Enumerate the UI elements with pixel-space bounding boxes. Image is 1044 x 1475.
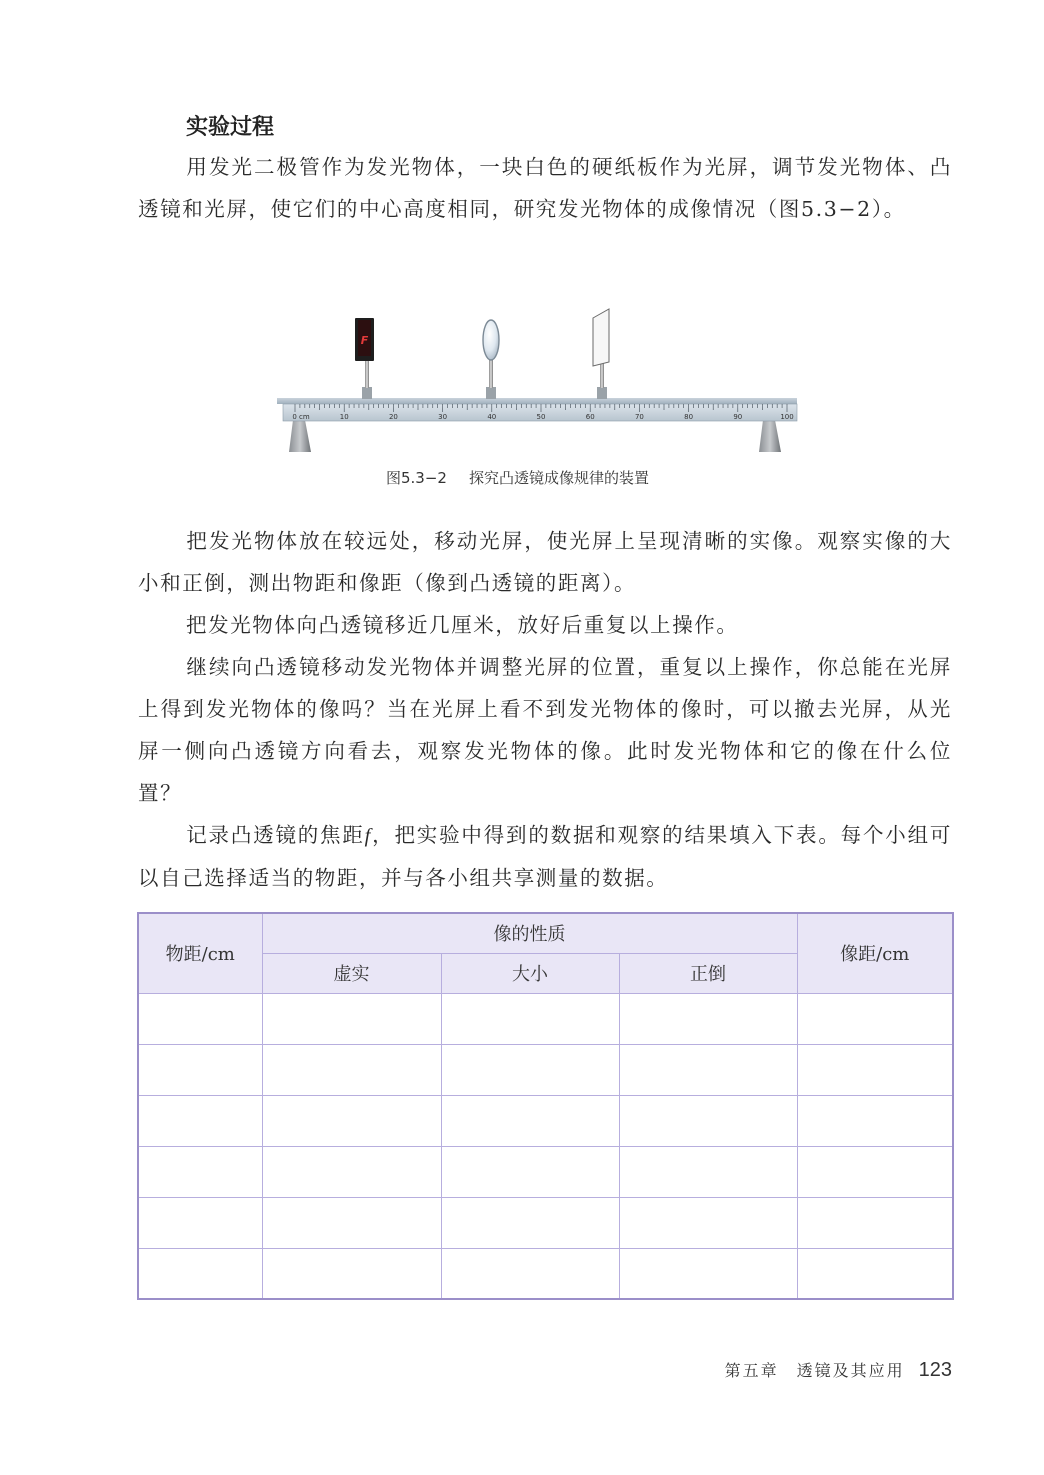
header-size: 大小: [441, 953, 619, 993]
table-cell[interactable]: [797, 1095, 953, 1146]
table-cell[interactable]: [441, 1095, 619, 1146]
table-row: [138, 1044, 953, 1095]
table-cell[interactable]: [262, 1248, 441, 1299]
ruler-label: 30: [438, 413, 448, 421]
table-cell[interactable]: [619, 993, 797, 1044]
svg-text:F: F: [360, 334, 369, 347]
paragraph-step-2: 把发光物体向凸透镜移近几厘米，放好后重复以上操作。: [186, 613, 739, 637]
paragraph-setup: 用发光二极管作为发光物体，一块白色的硬纸板作为光屏，调节发光物体、凸透镜和光屏，使它们的中心高度相同，研究发光物体的成像情况（图5.3−2）。: [138, 155, 952, 221]
table-cell[interactable]: [797, 1146, 953, 1197]
ruler-label: 60: [585, 413, 595, 421]
table-cell[interactable]: [797, 1197, 953, 1248]
chapter-label: 第五章: [724, 1361, 779, 1380]
light-screen: [593, 309, 609, 399]
rail-leg-left: [289, 420, 311, 452]
header-image-distance: 像距/cm: [797, 913, 953, 993]
table-row: [138, 1197, 953, 1248]
chapter-title: 透镜及其应用: [796, 1361, 905, 1380]
led-light-source: [355, 318, 374, 399]
table-cell[interactable]: [797, 1248, 953, 1299]
table-cell[interactable]: [138, 993, 262, 1044]
table-cell[interactable]: [441, 1044, 619, 1095]
rail-leg-right: [759, 420, 781, 452]
ruler-label: 10: [339, 413, 349, 421]
table-row: [138, 1146, 953, 1197]
paragraph-step-1: 把发光物体放在较远处，移动光屏，使光屏上呈现清晰的实像。观察实像的大小和正倒，测出物距和像距（像到凸透镜的距离）。: [138, 529, 952, 595]
ruler-label: 0 cm: [292, 413, 310, 421]
table-cell[interactable]: [441, 1197, 619, 1248]
convex-lens: [483, 320, 499, 399]
table-cell[interactable]: [262, 1197, 441, 1248]
table-cell[interactable]: [138, 1197, 262, 1248]
table-cell[interactable]: [619, 1095, 797, 1146]
table-row: [138, 993, 953, 1044]
table-cell[interactable]: [262, 1146, 441, 1197]
table-cell[interactable]: [619, 1248, 797, 1299]
page-footer: [725, 1358, 952, 1382]
table-row: [138, 1095, 953, 1146]
table-cell[interactable]: [441, 1248, 619, 1299]
ruler-label: 20: [388, 413, 398, 421]
header-object-distance: 物距/cm: [138, 913, 262, 993]
table-cell[interactable]: [797, 993, 953, 1044]
table-cell[interactable]: [262, 1095, 441, 1146]
ruler-label: 80: [684, 413, 694, 421]
table-cell[interactable]: [441, 993, 619, 1044]
ruler-label: 40: [487, 413, 497, 421]
figure-number: 图5.3−2: [386, 469, 447, 487]
paragraph-step-3: 继续向凸透镜移动发光物体并调整光屏的位置，重复以上操作，你总能在光屏上得到发光物体的像吗？当在光屏上看不到发光物体的像时，可以撤去光屏，从光屏一侧向凸透镜方向看去，观察发光物体的像。此时发光物体和它的像在什么位置？: [138, 655, 952, 805]
header-image-properties: 像的性质: [262, 913, 797, 953]
focal-length-symbol: f: [364, 825, 372, 847]
ruler-label: 100: [780, 413, 794, 421]
header-orientation: 正倒: [619, 953, 797, 993]
paragraph-record: 记录凸透镜的焦距f，把实验中得到的数据和观察的结果填入下表。每个小组可以自己选择适当的物距，并与各小组共享测量的数据。: [138, 823, 952, 890]
table-cell[interactable]: [262, 993, 441, 1044]
table-cell[interactable]: [138, 1095, 262, 1146]
table-cell[interactable]: [619, 1197, 797, 1248]
table-cell[interactable]: [441, 1146, 619, 1197]
table-cell[interactable]: [262, 1044, 441, 1095]
table-cell[interactable]: [138, 1044, 262, 1095]
figure-caption-text: 探究凸透镜成像规律的装置: [468, 469, 649, 487]
table-cell[interactable]: [619, 1146, 797, 1197]
table-cell[interactable]: [138, 1248, 262, 1299]
ruler-label: 50: [536, 413, 546, 421]
table-cell[interactable]: [797, 1044, 953, 1095]
optical-rail-top: [277, 398, 797, 404]
page-number: 123: [918, 1359, 952, 1381]
table-cell[interactable]: [619, 1044, 797, 1095]
apparatus-figure: [275, 300, 800, 455]
ruler-label: 70: [634, 413, 644, 421]
record-table: [137, 912, 954, 1300]
header-real-virtual: 虚实: [262, 953, 441, 993]
figure-caption: [386, 467, 649, 488]
ruler-label: 90: [733, 413, 743, 421]
table-cell[interactable]: [138, 1146, 262, 1197]
table-row: [138, 1248, 953, 1299]
section-title: 实验过程: [186, 115, 275, 140]
